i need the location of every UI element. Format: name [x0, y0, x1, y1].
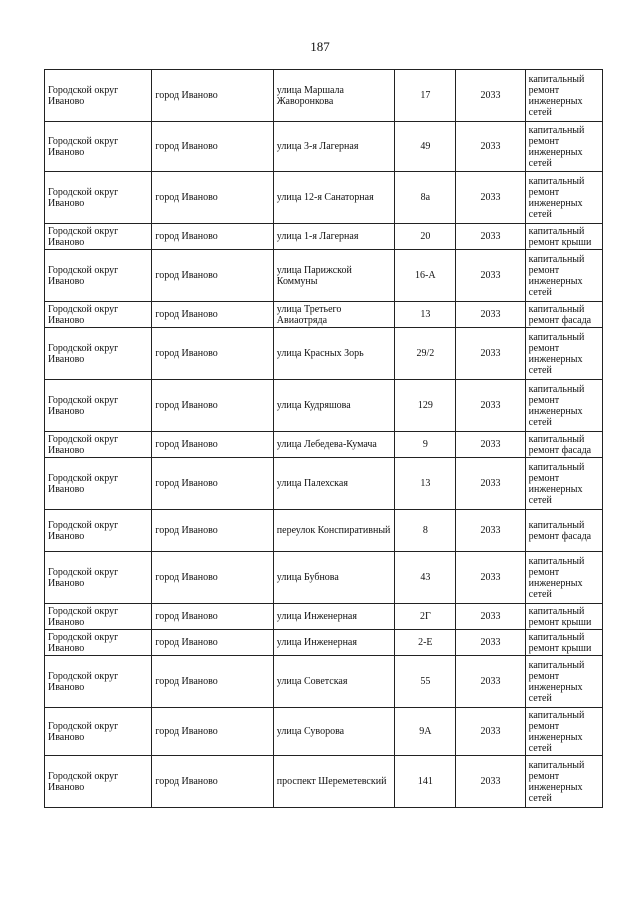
year-cell: 2033 [456, 604, 525, 630]
municipal-district-cell: Городской округ Иваново [45, 630, 152, 656]
settlement-cell: город Иваново [152, 172, 273, 224]
municipal-district-cell: Городской округ Иваново [45, 122, 152, 172]
street-cell: улица 3-я Лагерная [273, 122, 394, 172]
settlement-cell: город Иваново [152, 328, 273, 380]
work-type-cell: капитальный ремонт фасада [525, 432, 602, 458]
house-number-cell: 49 [395, 122, 456, 172]
repair-schedule-table [44, 69, 603, 808]
table-row [45, 250, 603, 302]
work-type-cell: капитальный ремонт инженерных сетей [525, 328, 602, 380]
year-cell: 2033 [456, 510, 525, 552]
work-type-cell: капитальный ремонт инженерных сетей [525, 656, 602, 708]
municipal-district-cell: Городской округ Иваново [45, 380, 152, 432]
street-cell: улица Маршала Жаворонкова [273, 70, 394, 122]
table-row [45, 756, 603, 808]
street-cell: улица Палехская [273, 458, 394, 510]
municipal-district-cell: Городской округ Иваново [45, 224, 152, 250]
table-row [45, 510, 603, 552]
house-number-cell: 17 [395, 70, 456, 122]
municipal-district-cell: Городской округ Иваново [45, 552, 152, 604]
municipal-district-cell: Городской округ Иваново [45, 328, 152, 380]
street-cell: улица 12-я Санаторная [273, 172, 394, 224]
work-type-cell: капитальный ремонт фасада [525, 302, 602, 328]
table-row [45, 380, 603, 432]
street-cell: улица Лебедева-Кумача [273, 432, 394, 458]
house-number-cell: 43 [395, 552, 456, 604]
settlement-cell: город Иваново [152, 656, 273, 708]
street-cell: улица Кудряшова [273, 380, 394, 432]
municipal-district-cell: Городской округ Иваново [45, 510, 152, 552]
settlement-cell: город Иваново [152, 552, 273, 604]
year-cell: 2033 [456, 250, 525, 302]
table-row [45, 432, 603, 458]
street-cell: улица Суворова [273, 708, 394, 756]
work-type-cell: капитальный ремонт инженерных сетей [525, 380, 602, 432]
settlement-cell: город Иваново [152, 250, 273, 302]
street-cell: проспект Шереметевский [273, 756, 394, 808]
work-type-cell: капитальный ремонт крыши [525, 604, 602, 630]
street-cell: улица 1-я Лагерная [273, 224, 394, 250]
work-type-cell: капитальный ремонт инженерных сетей [525, 250, 602, 302]
municipal-district-cell: Городской округ Иваново [45, 70, 152, 122]
settlement-cell: город Иваново [152, 432, 273, 458]
table-row [45, 656, 603, 708]
work-type-cell: капитальный ремонт инженерных сетей [525, 122, 602, 172]
page-number: 187 [310, 39, 330, 54]
municipal-district-cell: Городской округ Иваново [45, 656, 152, 708]
municipal-district-cell: Городской округ Иваново [45, 250, 152, 302]
year-cell: 2033 [456, 172, 525, 224]
work-type-cell: капитальный ремонт инженерных сетей [525, 552, 602, 604]
house-number-cell: 141 [395, 756, 456, 808]
settlement-cell: город Иваново [152, 604, 273, 630]
year-cell: 2033 [456, 756, 525, 808]
work-type-cell: капитальный ремонт инженерных сетей [525, 172, 602, 224]
settlement-cell: город Иваново [152, 458, 273, 510]
municipal-district-cell: Городской округ Иваново [45, 604, 152, 630]
year-cell: 2033 [456, 552, 525, 604]
work-type-cell: капитальный ремонт крыши [525, 224, 602, 250]
house-number-cell: 55 [395, 656, 456, 708]
table-row [45, 122, 603, 172]
municipal-district-cell: Городской округ Иваново [45, 756, 152, 808]
street-cell: улица Бубнова [273, 552, 394, 604]
work-type-cell: капитальный ремонт фасада [525, 510, 602, 552]
settlement-cell: город Иваново [152, 630, 273, 656]
work-type-cell: капитальный ремонт инженерных сетей [525, 756, 602, 808]
municipal-district-cell: Городской округ Иваново [45, 172, 152, 224]
house-number-cell: 8 [395, 510, 456, 552]
table-row [45, 552, 603, 604]
table-row [45, 328, 603, 380]
house-number-cell: 2Г [395, 604, 456, 630]
house-number-cell: 13 [395, 302, 456, 328]
year-cell: 2033 [456, 122, 525, 172]
settlement-cell: город Иваново [152, 756, 273, 808]
year-cell: 2033 [456, 380, 525, 432]
work-type-cell: капитальный ремонт инженерных сетей [525, 708, 602, 756]
street-cell: переулок Конспиративный [273, 510, 394, 552]
settlement-cell: город Иваново [152, 224, 273, 250]
street-cell: улица Третьего Авиаотряда [273, 302, 394, 328]
municipal-district-cell: Городской округ Иваново [45, 432, 152, 458]
street-cell: улица Инженерная [273, 630, 394, 656]
year-cell: 2033 [456, 224, 525, 250]
street-cell: улица Советская [273, 656, 394, 708]
house-number-cell: 2-Е [395, 630, 456, 656]
year-cell: 2033 [456, 656, 525, 708]
year-cell: 2033 [456, 302, 525, 328]
work-type-cell: капитальный ремонт инженерных сетей [525, 70, 602, 122]
house-number-cell: 13 [395, 458, 456, 510]
house-number-cell: 20 [395, 224, 456, 250]
table-row [45, 458, 603, 510]
table-row [45, 224, 603, 250]
municipal-district-cell: Городской округ Иваново [45, 708, 152, 756]
table-row [45, 708, 603, 756]
house-number-cell: 16-А [395, 250, 456, 302]
house-number-cell: 9 [395, 432, 456, 458]
house-number-cell: 8а [395, 172, 456, 224]
table-row [45, 630, 603, 656]
settlement-cell: город Иваново [152, 302, 273, 328]
table-body [45, 70, 603, 808]
street-cell: улица Красных Зорь [273, 328, 394, 380]
year-cell: 2033 [456, 458, 525, 510]
table-row [45, 172, 603, 224]
municipal-district-cell: Городской округ Иваново [45, 302, 152, 328]
settlement-cell: город Иваново [152, 122, 273, 172]
year-cell: 2033 [456, 70, 525, 122]
street-cell: улица Парижской Коммуны [273, 250, 394, 302]
settlement-cell: город Иваново [152, 510, 273, 552]
settlement-cell: город Иваново [152, 380, 273, 432]
year-cell: 2033 [456, 328, 525, 380]
table-row [45, 302, 603, 328]
settlement-cell: город Иваново [152, 70, 273, 122]
year-cell: 2033 [456, 708, 525, 756]
house-number-cell: 129 [395, 380, 456, 432]
year-cell: 2033 [456, 432, 525, 458]
municipal-district-cell: Городской округ Иваново [45, 458, 152, 510]
settlement-cell: город Иваново [152, 708, 273, 756]
table-row [45, 604, 603, 630]
work-type-cell: капитальный ремонт крыши [525, 630, 602, 656]
house-number-cell: 29/2 [395, 328, 456, 380]
year-cell: 2033 [456, 630, 525, 656]
street-cell: улица Инженерная [273, 604, 394, 630]
work-type-cell: капитальный ремонт инженерных сетей [525, 458, 602, 510]
table-row [45, 70, 603, 122]
house-number-cell: 9А [395, 708, 456, 756]
